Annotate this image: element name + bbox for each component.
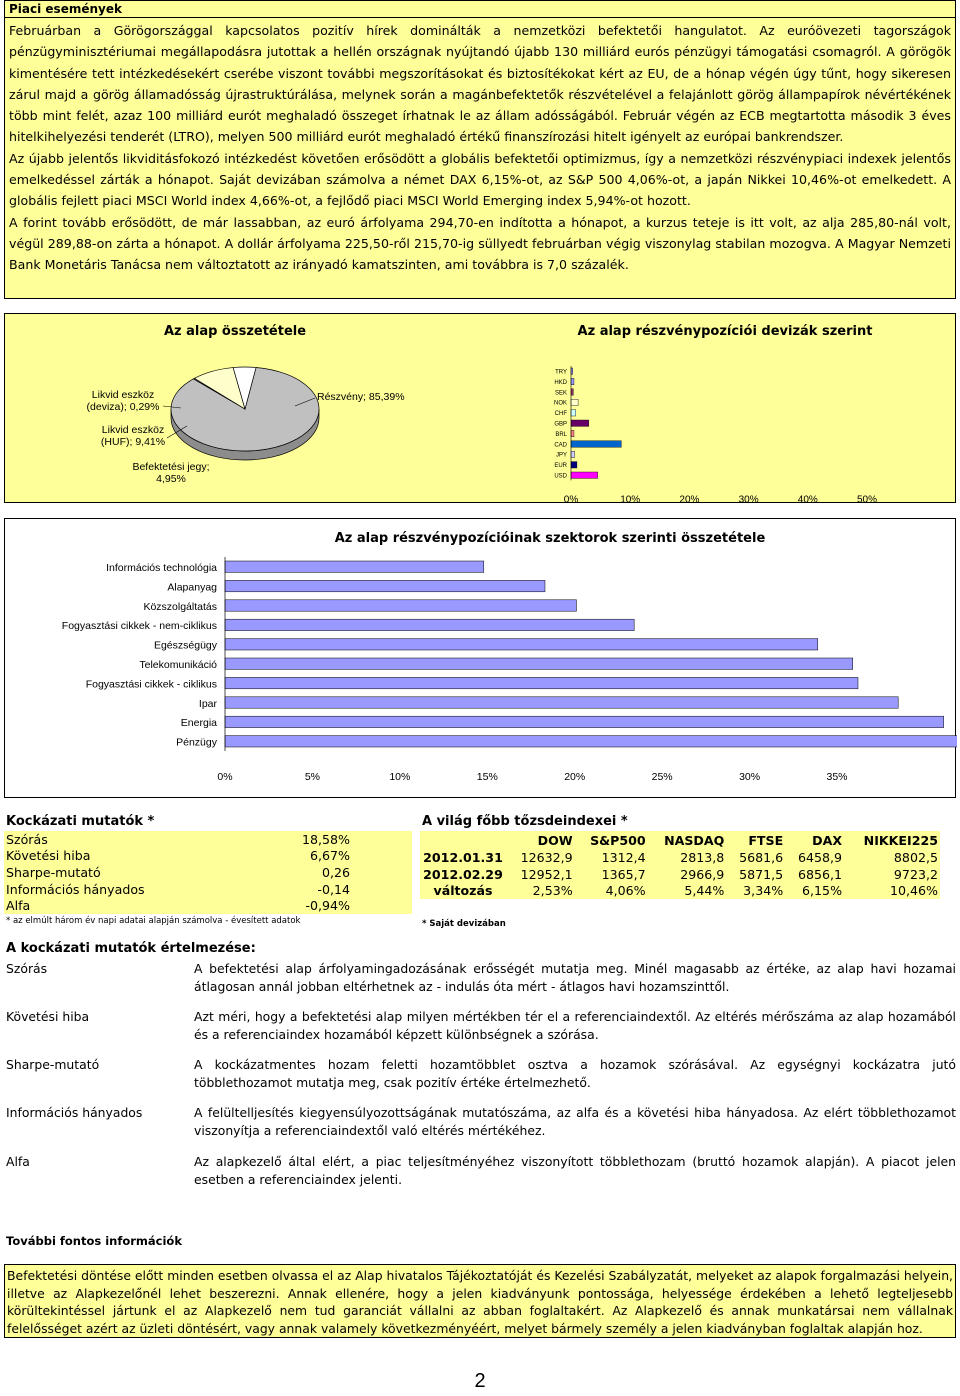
sector-x-tick: 35% <box>826 771 848 783</box>
pie-label: 4,95% <box>156 473 186 485</box>
indices-row-label: 2012.02.29 <box>423 866 503 882</box>
explanation-term: Sharpe-mutató <box>6 1057 100 1072</box>
news-paragraph: A forint tovább erősödött, de már lassabban, az euró árfolyama 294,70-en indította a hónapot, a kurzus teteje is itt volt, az alja 285,80-nál volt, végül 289,88-on zárta a hónapot. A dollár árfolyama 225,50-ről 215,70-ig süllyedt februárban végig viszonylag stabilan mozogva. A Magyar Nemzeti Bank Monetáris Tanácsa nem változtatott az irányadó kamatszinten, ami továbbra is 7,0 százalék. <box>9 214 951 273</box>
risk-value: -0,94% <box>305 898 350 914</box>
indices-header: NASDAQ <box>664 832 725 848</box>
currency-tick-label: USD <box>554 473 567 480</box>
pie-label: Részvény; 85,39% <box>317 391 405 403</box>
indices-corner <box>420 831 506 849</box>
sector-bar <box>225 658 853 669</box>
indices-cell: 5871,5 <box>739 866 784 882</box>
currency-tick-label: HKD <box>554 379 567 386</box>
currency-bar <box>571 389 573 395</box>
sector-chart-canvas <box>5 519 957 799</box>
risk-label: Információs hányados <box>6 881 145 897</box>
risk-value: 0,26 <box>321 864 350 880</box>
sector-tick-label: Alapanyag <box>167 581 217 594</box>
sector-x-tick: 10% <box>389 771 411 783</box>
currency-tick-label: TRY <box>555 369 567 376</box>
indices-cell: 4,06% <box>605 883 646 899</box>
table-row <box>4 864 412 881</box>
currency-bar <box>571 472 598 478</box>
table-row <box>4 848 412 865</box>
indices-cell: 10,46% <box>889 883 938 899</box>
sector-bar <box>225 716 944 727</box>
sector-x-tick: 0% <box>217 771 233 783</box>
risk-label: Szórás <box>6 831 48 847</box>
indices-header: FTSE <box>748 832 784 848</box>
currency-bar <box>571 399 578 405</box>
indices-header: DOW <box>537 832 573 848</box>
indices-cell: 6458,9 <box>797 849 843 865</box>
indices-footnote: * Saját devizában <box>422 919 506 929</box>
sector-bar <box>225 600 576 611</box>
table-row <box>420 866 940 883</box>
explanation-definition: Azt méri, hogy a befektetési alap milyen mértékben tér el a referenciaindextől. Az eltérés mérőszáma az alap hozamából és a referenciaindex hozamából képzett különbségnek a szórása. <box>194 1009 956 1042</box>
sector-bar <box>225 736 957 747</box>
table-row <box>420 849 940 866</box>
sector-tick-label: Információs technológia <box>106 562 217 574</box>
risk-value: 18,58% <box>301 831 350 847</box>
indices-cell: 2966,9 <box>680 866 725 882</box>
currency-bar <box>571 378 574 384</box>
indices-cell: 1312,4 <box>601 849 646 865</box>
table-row <box>420 883 940 900</box>
indices-cell: 5,44% <box>684 883 725 899</box>
top-charts-panel <box>4 313 956 503</box>
risk-label: Alfa <box>6 898 31 914</box>
indices-cell: 12952,1 <box>520 866 573 882</box>
currency-bar <box>571 441 621 447</box>
explanation-term: Információs hányados <box>6 1105 143 1120</box>
sector-bar <box>225 580 545 591</box>
indices-header: S&P500 <box>590 832 646 848</box>
sector-tick-label: Ipar <box>198 697 217 710</box>
sector-chart-panel <box>4 518 956 798</box>
indices-row-label: változás <box>433 883 493 899</box>
currency-chart-title: Az alap részvénypozíciói devizák szerint <box>577 324 873 339</box>
news-paragraph: Februárban a Görögországgal kapcsolatos pozitív hírek dominálták a nemzetközi befektetői hangulatot. Az euróövezeti tagországok pénzügyminisztériumai megállapodásra jutottak a hellén országnak nyújtandó újabb 130 milliárd eurós pénzügyi támogatási csomagról. A görögök kimentésére tett intézkedésekért cserébe viszont további megszorításokat és biztosítékokat kért az EU, de a hónap végén úgy tűnt, hogy sikeresen zárul majd a görög államadósság újrastruktúrálása, melynek során a magánbefektetők részvételével a felajánlott görög állampapírok névértékének több mint felét, azaz 100 milliárd eurót meghaladó összeget írhatnak le az állam adósságából. Február végén az ECB megtartotta második 3 éves hitelkihelyezési tenderét (LTRO), melyen 500 milliárd eurót meghaladó értékű finanszírozási hitelt igényelt az európai bankrendszer. <box>9 23 951 145</box>
info-text-box: Befektetési döntése előtt minden esetben olvassa el az Alap hivatalos Tájékoztatóját és Kezelési Szabályzatát, melyeket az alapok forgalmazási helyein, illetve az Alapkezelőnél lehet beszerezni. Annak ellenére, hogy a jelen kiadványunk pontossága, helyessége érdekében a lehető legteljesebb körültekintéssel jártunk el az Alapkezelő nem tud garanciát vállalni az abban foglaltakért. Az Alapkezelő és annak munkatársai nem vállalnak felelősséget azért az üzleti döntésért, vagy annak valamely következményéért, melyet bármely személy a jelen kiadványban foglaltak alapján hoz. <box>4 1264 956 1338</box>
explanation-term: Követési hiba <box>6 1009 90 1024</box>
currency-x-tick: 40% <box>797 494 818 504</box>
currency-x-tick: 20% <box>679 494 700 504</box>
news-text-box <box>4 17 956 299</box>
currency-x-tick: 0% <box>563 494 579 504</box>
sector-x-tick: 20% <box>564 771 586 783</box>
pie-chart-canvas <box>5 314 495 504</box>
indices-cell: 2,53% <box>532 883 573 899</box>
sector-tick-label: Energia <box>180 717 217 730</box>
explanation-term: Alfa <box>6 1154 30 1169</box>
indices-cell: 2813,8 <box>680 849 725 865</box>
currency-bar <box>571 410 576 416</box>
risk-value: 6,67% <box>309 848 350 864</box>
risk-label: Sharpe-mutató <box>6 864 101 880</box>
indices-header: NIKKEI225 <box>863 832 938 848</box>
indices-cell: 5681,6 <box>739 849 784 865</box>
indices-header: DAX <box>812 832 843 848</box>
sector-bar <box>225 561 484 572</box>
currency-tick-label: SEK <box>554 390 567 397</box>
indices-cell: 6,15% <box>802 883 843 899</box>
indices-cell: 9723,2 <box>893 866 938 882</box>
explanation-definition: A befektetési alap árfolyamingadozásának erősségét mutatja meg. Minél magasabb az értéke, az alap havi hozamai átlagosan annál jobban eltérhetnek az - indulás óta mért - átlagos havi hozamszinttől. <box>194 961 956 994</box>
currency-bar <box>571 430 574 436</box>
sector-tick-label: Fogyasztási cikkek - nem-ciklikus <box>61 620 217 633</box>
risk-table <box>4 831 412 914</box>
sector-chart-title: Az alap részvénypozícióinak szektorok szerinti összetétele <box>334 531 766 546</box>
risk-value: -0,14 <box>317 881 350 897</box>
sector-x-tick: 5% <box>304 771 321 783</box>
currency-tick-label: CAD <box>554 442 567 449</box>
table-row <box>4 831 412 848</box>
indices-cell: 12632,9 <box>520 849 573 865</box>
page-number: 2 <box>474 1370 486 1392</box>
currency-tick-label: BRL <box>555 431 567 438</box>
sector-tick-label: Közszolgáltatás <box>143 600 217 613</box>
currency-bar-chart <box>495 314 957 504</box>
currency-bar <box>571 451 575 457</box>
currency-tick-label: CHF <box>554 411 567 418</box>
currency-bar <box>571 420 589 426</box>
table-header-row <box>420 831 940 849</box>
sector-tick-label: Egészségügy <box>153 639 217 652</box>
sector-tick-label: Fogyasztási cikkek - ciklikus <box>85 678 217 691</box>
indices-cell: 8802,5 <box>893 849 938 865</box>
pie-label: Likvid eszköz <box>91 389 155 401</box>
pie-label: (HUF); 9,41% <box>100 436 166 448</box>
info-title: További fontos információk <box>6 1234 182 1248</box>
currency-x-tick: 30% <box>738 494 759 504</box>
news-paragraph: Az újabb jelentős likviditásfokozó intézkedést követően erősödött a globális befektetői optimizmus, így a nemzetközi részvénypiaci indexek jelentős emelkedéssel zárták a hónapot. Saját devizában számolva a német DAX 6,15%-ot, az S&P 500 4,06%-ot, a japán Nikkei 10,46%-ot emelkedett. A globális fejlett piaci MSCI World index 4,66%-ot, a fejlődő piaci MSCI World Emerging index 5,94%-ot hozott. <box>9 150 951 209</box>
explanation-definition: A felültelljesítés kiegyensúlyozottságának mutatószáma, az alfa és a követési hiba hányadosa. Az elért többlethozamot viszonyítja a referenciaindextől való eltérés mértékéhez. <box>194 1105 956 1138</box>
currency-tick-label: EUR <box>554 463 567 470</box>
indices-title: A világ főbb tőzsdeindexei * <box>422 814 628 829</box>
currency-tick-label: GBP <box>554 421 567 428</box>
currency-chart-canvas <box>495 314 957 504</box>
sector-tick-label: Pénzügy <box>176 736 217 749</box>
sector-tick-label: Telekomunikáció <box>139 659 217 671</box>
sector-x-tick: 25% <box>651 771 673 783</box>
pie-label: (deviza); 0,29% <box>86 401 160 413</box>
currency-tick-label: NOK <box>553 400 567 407</box>
pie-label: Likvid eszköz <box>101 424 165 436</box>
currency-x-tick: 10% <box>620 494 641 504</box>
news-section-title: Piaci események <box>4 0 956 17</box>
indices-cell: 6856,1 <box>797 866 843 882</box>
sector-bar <box>225 677 858 688</box>
table-row <box>4 897 412 914</box>
explanation-term: Szórás <box>6 961 48 976</box>
pie-label: Befektetési jegy; <box>132 461 210 473</box>
currency-x-tick: 50% <box>856 494 878 504</box>
composition-pie-chart <box>5 314 495 504</box>
currency-bar <box>571 462 577 468</box>
sector-bar <box>225 639 818 650</box>
explanation-definition: Az alapkezelő által elért, a piac teljesítményéhez viszonyított többlethozam (bruttó hozamok alapján). A piacot jelen esetben a referenciaindex jelenti. <box>194 1154 956 1187</box>
sector-x-tick: 30% <box>739 771 761 783</box>
sector-bar <box>225 619 634 630</box>
currency-tick-label: JPY <box>555 452 567 459</box>
explanation-definition: A kockázatmentes hozam feletti hozamtöbblet osztva a hozamok szórásával. Az egységnyi kockázatra jutó többlethozamot mutatja meg, csak pozitív értéke értelmezhető. <box>194 1057 956 1090</box>
sector-bar <box>225 697 898 708</box>
pie-chart-title: Az alap összetétele <box>163 324 307 339</box>
indices-cell: 3,34% <box>743 883 784 899</box>
sector-x-tick: 15% <box>476 771 498 783</box>
risk-title: Kockázati mutatók * <box>6 814 155 829</box>
indices-row-label: 2012.01.31 <box>423 849 503 865</box>
risk-label: Követési hiba <box>6 848 91 864</box>
indices-cell: 1365,7 <box>601 866 646 882</box>
explanations-title: A kockázati mutatók értelmezése: <box>6 941 256 956</box>
table-row <box>4 881 412 898</box>
indices-table <box>420 831 940 899</box>
risk-footnote: * az elmúlt három év napi adatai alapján számolva - évesített adatok <box>6 916 301 926</box>
